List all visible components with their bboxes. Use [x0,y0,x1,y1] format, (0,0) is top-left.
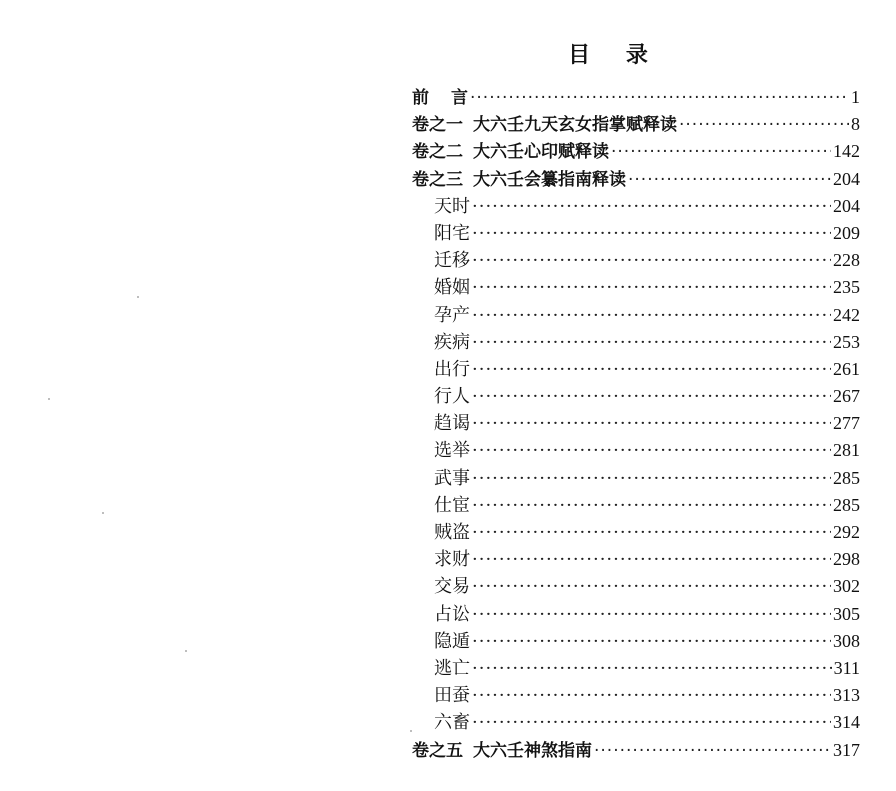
scan-speck [185,650,187,652]
toc-entry-title: 逃亡 [434,657,470,679]
toc-page-number: 142 [833,141,860,162]
toc-entry-title: 隐遁 [434,630,470,652]
page-title: 目 录 [568,43,662,68]
toc-entry-title: 大六壬心印赋释读 [473,142,609,163]
toc-entry [412,247,860,274]
toc-chapter-number: 前 [412,88,429,108]
toc-page-number: 235 [833,277,860,298]
toc-entry [412,628,860,655]
toc-leader-dots [472,220,831,247]
toc-leader-dots [472,437,831,464]
toc-page-number: 298 [833,549,860,570]
toc-page-number: 281 [833,440,860,461]
toc-entry-title: 交易 [434,576,470,598]
toc-entry [412,166,860,193]
toc-leader-dots [472,655,832,682]
toc-page-number: 277 [833,413,860,434]
toc-entry-title: 阳宅 [434,222,470,244]
toc-leader-dots [472,329,831,356]
toc-leader-dots [472,628,831,655]
toc-leader-dots [472,356,831,383]
toc-entry-title: 迁移 [434,250,470,272]
toc-page-number: 204 [833,195,860,216]
toc-page-number: 302 [833,576,860,597]
toc-entry-title: 大六壬会纂指南释读 [473,169,626,190]
toc-leader-dots [472,601,831,628]
toc-entry-title: 孕产 [434,304,470,326]
toc-page-number: 292 [833,522,860,542]
toc-page-number: 285 [833,494,860,515]
toc-leader-dots [472,247,831,274]
toc-page-number: 8 [851,114,860,135]
toc-leader-dots [472,302,831,329]
toc-leader-dots [472,383,831,410]
toc-entry-title: 田蚕 [434,685,470,707]
toc-entry-title: 天时 [434,195,470,217]
toc-entry [412,356,860,383]
toc-chapter-number: 卷之五 [412,740,463,761]
toc-page-number: 1 [851,87,860,107]
toc-entry-title: 六畜 [434,712,470,734]
toc-entry-title: 武事 [434,467,470,489]
toc-leader-dots [679,112,849,139]
scan-speck [137,296,139,298]
toc-entry [412,519,860,546]
toc-page-number: 253 [833,331,860,352]
toc-entry [412,709,860,736]
toc-entry [412,465,860,492]
toc-page-number: 313 [833,685,860,706]
toc-entry [412,410,860,437]
toc-entry-title: 疾病 [434,331,470,353]
toc-page-number: 311 [833,657,860,678]
toc-page-number: 267 [833,386,860,407]
toc-entry [412,138,860,165]
toc-entry-title: 出行 [434,358,470,380]
toc-entry-title: 大六壬神煞指南 [473,740,592,761]
scan-speck [102,512,104,514]
toc-leader-dots [470,85,849,112]
toc-leader-dots [594,738,831,765]
toc-leader-dots [472,492,831,519]
toc-page-number: 261 [833,358,860,379]
toc-page-number: 204 [833,168,860,189]
toc-entry [412,492,860,519]
toc-entry [412,573,860,600]
toc-entry [412,220,860,247]
toc-leader-dots [472,546,831,573]
toc-entry [412,274,860,301]
toc-chapter-number: 卷之二 [412,142,463,163]
scan-speck [48,398,50,400]
toc-entry [412,737,860,764]
toc-entry-title: 求财 [434,549,470,571]
toc-entry-title: 仕宦 [434,494,470,516]
toc-page-number: 209 [833,222,860,243]
toc-leader-dots [472,465,831,492]
toc-entry [412,437,860,464]
toc-leader-dots [472,274,831,301]
toc-entry-title: 大六壬九天玄女指掌赋释读 [473,115,677,136]
toc-entry [412,546,860,573]
toc-leader-dots [472,682,831,709]
toc-leader-dots [628,167,831,194]
toc-page-number: 305 [833,603,860,624]
toc-leader-dots [472,193,831,220]
toc-leader-dots [472,410,831,437]
toc-page-number: 242 [833,304,860,325]
toc-chapter-number: 卷之一 [412,115,463,136]
toc-entry [412,302,860,329]
toc-entry-title: 婚姻 [434,277,470,299]
toc-chapter-number: 卷之三 [412,169,463,190]
toc-entry [412,193,860,220]
toc-entry-title: 趋谒 [434,413,470,435]
toc-entry [412,111,860,138]
toc-entry [412,84,860,111]
toc-leader-dots [472,519,831,546]
toc-entry [412,682,860,709]
toc-page-number: 228 [833,250,860,271]
table-of-contents [412,84,860,764]
toc-entry [412,383,860,410]
toc-leader-dots [472,709,831,736]
toc-page-number: 285 [833,467,860,488]
toc-entry-title: 选举 [434,440,470,462]
toc-page-number: 308 [833,630,860,651]
toc-entry [412,655,860,682]
toc-page-number: 314 [833,712,860,733]
toc-page-number: 317 [833,739,860,760]
toc-leader-dots [472,573,831,600]
toc-entry-title: 占讼 [434,603,470,625]
toc-leader-dots [611,139,831,166]
scan-speck [410,730,412,732]
toc-entry [412,329,860,356]
toc-entry [412,601,860,628]
toc-entry-title: 行人 [434,386,470,408]
toc-entry-title: 贼盗 [434,522,470,543]
toc-entry-title: 言 [451,88,468,108]
